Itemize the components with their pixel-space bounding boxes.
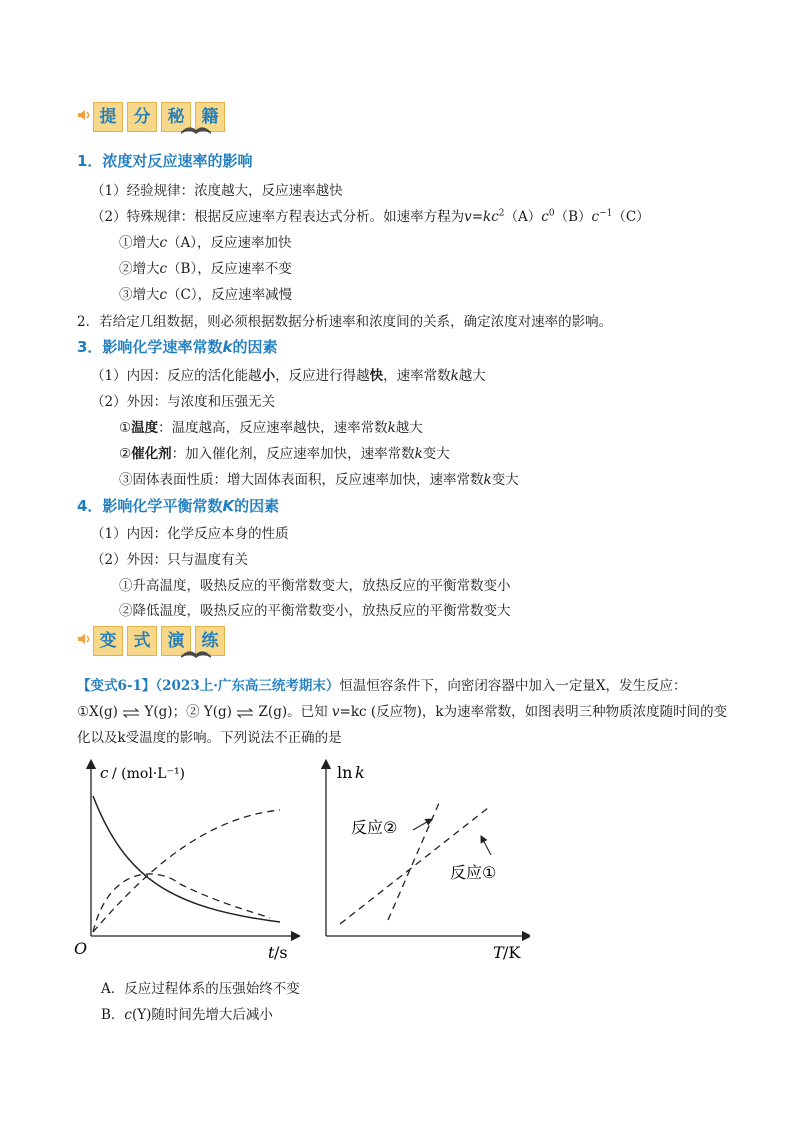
banner-char: 分 (127, 102, 157, 132)
text-line: ③固体表面性质：增大固体表面积，反应速率加快，速率常数k变大 (119, 472, 519, 488)
text-line: （1）内因：化学反应本身的性质 (91, 526, 289, 542)
y-axis-label-c: c (100, 764, 109, 782)
banner-char: 练 (195, 626, 225, 656)
book-icon (179, 122, 213, 136)
section-title-rate-constant: 3．影响化学速率常数k的因素 (77, 338, 278, 356)
text-line: 2．若给定几组数据，则必须根据数据分析速率和浓度间的关系，确定浓度对速率的影响。 (77, 314, 613, 330)
book-icon (179, 646, 213, 660)
question-source: （2023上·广东高三统考期末） (155, 678, 340, 694)
section-banner-tips (77, 100, 217, 140)
text-line: ①温度：温度越高，反应速率越快，速率常数k越大 (119, 420, 423, 436)
pointer-reaction-1 (481, 836, 491, 855)
banner-char: 籍 (195, 102, 225, 132)
section-title-concentration: 1．浓度对反应速率的影响 (77, 152, 253, 170)
y-axis-label-k: k (355, 763, 365, 782)
text-line: ②增大c（B），反应速率不变 (119, 261, 292, 277)
option-b[interactable]: B．c(Y)随时间先增大后减小 (101, 1007, 273, 1023)
section-banner-practice (77, 624, 217, 664)
text-line: ②催化剂：加入催化剂，反应速率加快，速率常数k变大 (119, 446, 450, 462)
banner-char: 式 (127, 626, 157, 656)
text-line: （2）外因：与浓度和压强无关 (91, 394, 276, 410)
text-line: （1）内因：反应的活化能越小，反应进行得越快，速率常数k越大 (91, 368, 486, 384)
x-axis-label-T: T (493, 943, 504, 962)
lnk-temperature-graph (315, 758, 530, 968)
text-line: （1）经验规律：浓度越大，反应速率越快 (91, 183, 343, 199)
question-line: 化以及k受温度的影响。下列说法不正确的是 (77, 730, 342, 746)
banner-char: 变 (93, 626, 123, 656)
concentration-time-graph (70, 758, 300, 968)
option-a[interactable]: A．反应过程体系的压强始终不变 (101, 981, 300, 997)
equilibrium-arrow-icon (122, 708, 140, 718)
y-axis-label-ln: ln (337, 763, 353, 782)
label-reaction-2: 反应② (351, 818, 398, 837)
curve-z-dashed (93, 810, 280, 932)
text-line: ①增大c（A），反应速率加快 (119, 235, 292, 251)
banner-char: 秘 (161, 102, 191, 132)
y-axis-label-unit: / (mol·L⁻¹) (112, 766, 186, 782)
question-line: ①X(g) Y(g)；② Y(g) Z(g)。已知 v=kc (反应物)，k为速率常数，如图表明三种物质浓度随时间的变 (77, 704, 728, 720)
banner-char: 提 (93, 102, 123, 132)
question-tag: 【变式6-1】 (77, 678, 156, 694)
x-axis-label-unit: /s (274, 943, 288, 962)
text-line: ①升高温度，吸热反应的平衡常数变大，放热反应的平衡常数变小 (119, 578, 511, 594)
text-line: ②降低温度，吸热反应的平衡常数变小，放热反应的平衡常数变大 (119, 603, 511, 619)
origin-label: O (74, 939, 88, 958)
speaker-icon (77, 108, 93, 122)
rate-equation-line: （2）特殊规律：根据反应速率方程表达式分析。如速率方程为$v=kc^2(A)c^0(B)c^{-1}(C)$ (91, 208, 650, 225)
equilibrium-arrow-icon (236, 708, 254, 718)
text-line: ③增大c（C），反应速率减慢 (119, 287, 293, 303)
x-axis-label-t: t (268, 943, 275, 962)
question-line: 【变式6-1】（2023上·广东高三统考期末）恒温恒容条件下，向密闭容器中加入一定量X，发生反应： (77, 678, 687, 694)
pointer-reaction-2 (413, 819, 432, 830)
x-axis-label-unit: /K (503, 943, 521, 962)
banner-char: 演 (161, 626, 191, 656)
text-line: （2）外因：只与温度有关 (91, 552, 249, 568)
label-reaction-1: 反应① (450, 863, 497, 882)
speaker-icon (77, 632, 93, 646)
section-title-equilibrium-constant: 4．影响化学平衡常数K的因素 (77, 497, 280, 515)
curve-x-solid (93, 796, 280, 922)
